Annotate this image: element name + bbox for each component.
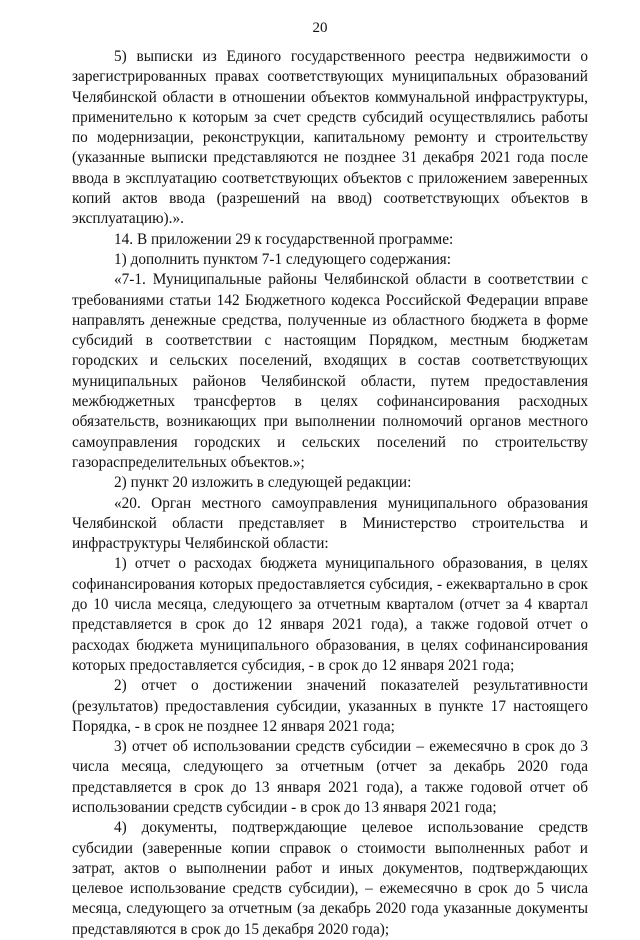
paragraph-item-2-clause-20: 2) пункт 20 изложить в следующей редакции: (114, 474, 412, 492)
document-body (72, 47, 588, 940)
paragraph-documents: 4) документы, подтверждающие целевое использование средств субсидии (заверенные копии справок о стоимости выполненных работ и затрат, актов о выполнении работ и иных документов, подтверждающих целевое использование средств субсидии), – ежемесячно в срок до 5 числа месяца, следующего за отчетным (за декабрь 2020 года указанные документы представляются в срок до 15 декабря 2020 года); (72, 819, 588, 938)
paragraph-report-usage: 3) отчет об использовании средств субсидии – ежемесячно в срок до 3 числа месяца, следующего за отчетным (отчет за декабрь 2020 года представляется в срок до 13 января 2021 года), а также годовой отчет об использовании средств субсидии - в срок до 13 января 2021 года; (72, 738, 588, 816)
paragraph-clause-20: «20. Орган местного самоуправления муниципального образования Челябинской области представляет в Министерство строительства и инфраструктуры Челябинской области: (72, 494, 588, 553)
paragraph-section-14: 14. В приложении 29 к государственной программе: (114, 230, 454, 248)
page-number: 20 (312, 20, 328, 36)
paragraph-clause-7-1: «7-1. Муниципальные районы Челябинской области в соответствии с требованиями статьи 142 Бюджетного кодекса Российской Федерации вправе направлять денежные средства, полученные из областного бюджета в форме субсидий в соответствии с настоящим Порядком, местным бюджетам городских и сельских поселений, входящих в состав соответствующих муниципальных районов Челябинской области, путем предоставления межбюджетных трансфертов в целях софинансирования расходных обязательств, возникающих при выполнении полномочий органов местного самоуправления городских и сельских поселений по строительству газораспределительных объектов.»; (72, 271, 588, 471)
paragraph-item-5-extracts: 5) выписки из Единого государственного реестра недвижимости о зарегистрированных правах соответствующих муниципальных образований Челябинской области в отношении объектов коммунальной инфраструктуры, применительно к которым за счет средств субсидий осуществлялись работы по модернизации, реконструкции, капитальному ремонту и строительству (указанные выписки представляются не позднее 31 декабря 2021 года после ввода в эксплуатацию соответствующих объектов с приложением заверенных копий актов ввода (разрешений на ввод) соответствующих объектов в эксплуатацию).». (72, 48, 588, 228)
paragraph-report-expenses: 1) отчет о расходах бюджета муниципального образования, в целях софинансирования которых предоставляется субсидия, - ежеквартально в срок до 10 числа месяца, следующего за отчетным кварталом (отчет за 4 квартал представляется в срок до 12 января 2021 года), а также годовой отчет о расходах бюджета муниципального образования, в целях софинансирования которых предоставляется субсидия, - в срок до 12 января 2021 года; (72, 555, 588, 674)
paragraph-report-indicators: 2) отчет о достижении значений показателей результативности (результатов) предоставления субсидии, указанных в пункте 17 настоящего Порядка, - в срок не позднее 12 января 2021 года; (72, 677, 588, 735)
paragraph-item-1-add-7-1: 1) дополнить пунктом 7-1 следующего содержания: (114, 250, 451, 268)
